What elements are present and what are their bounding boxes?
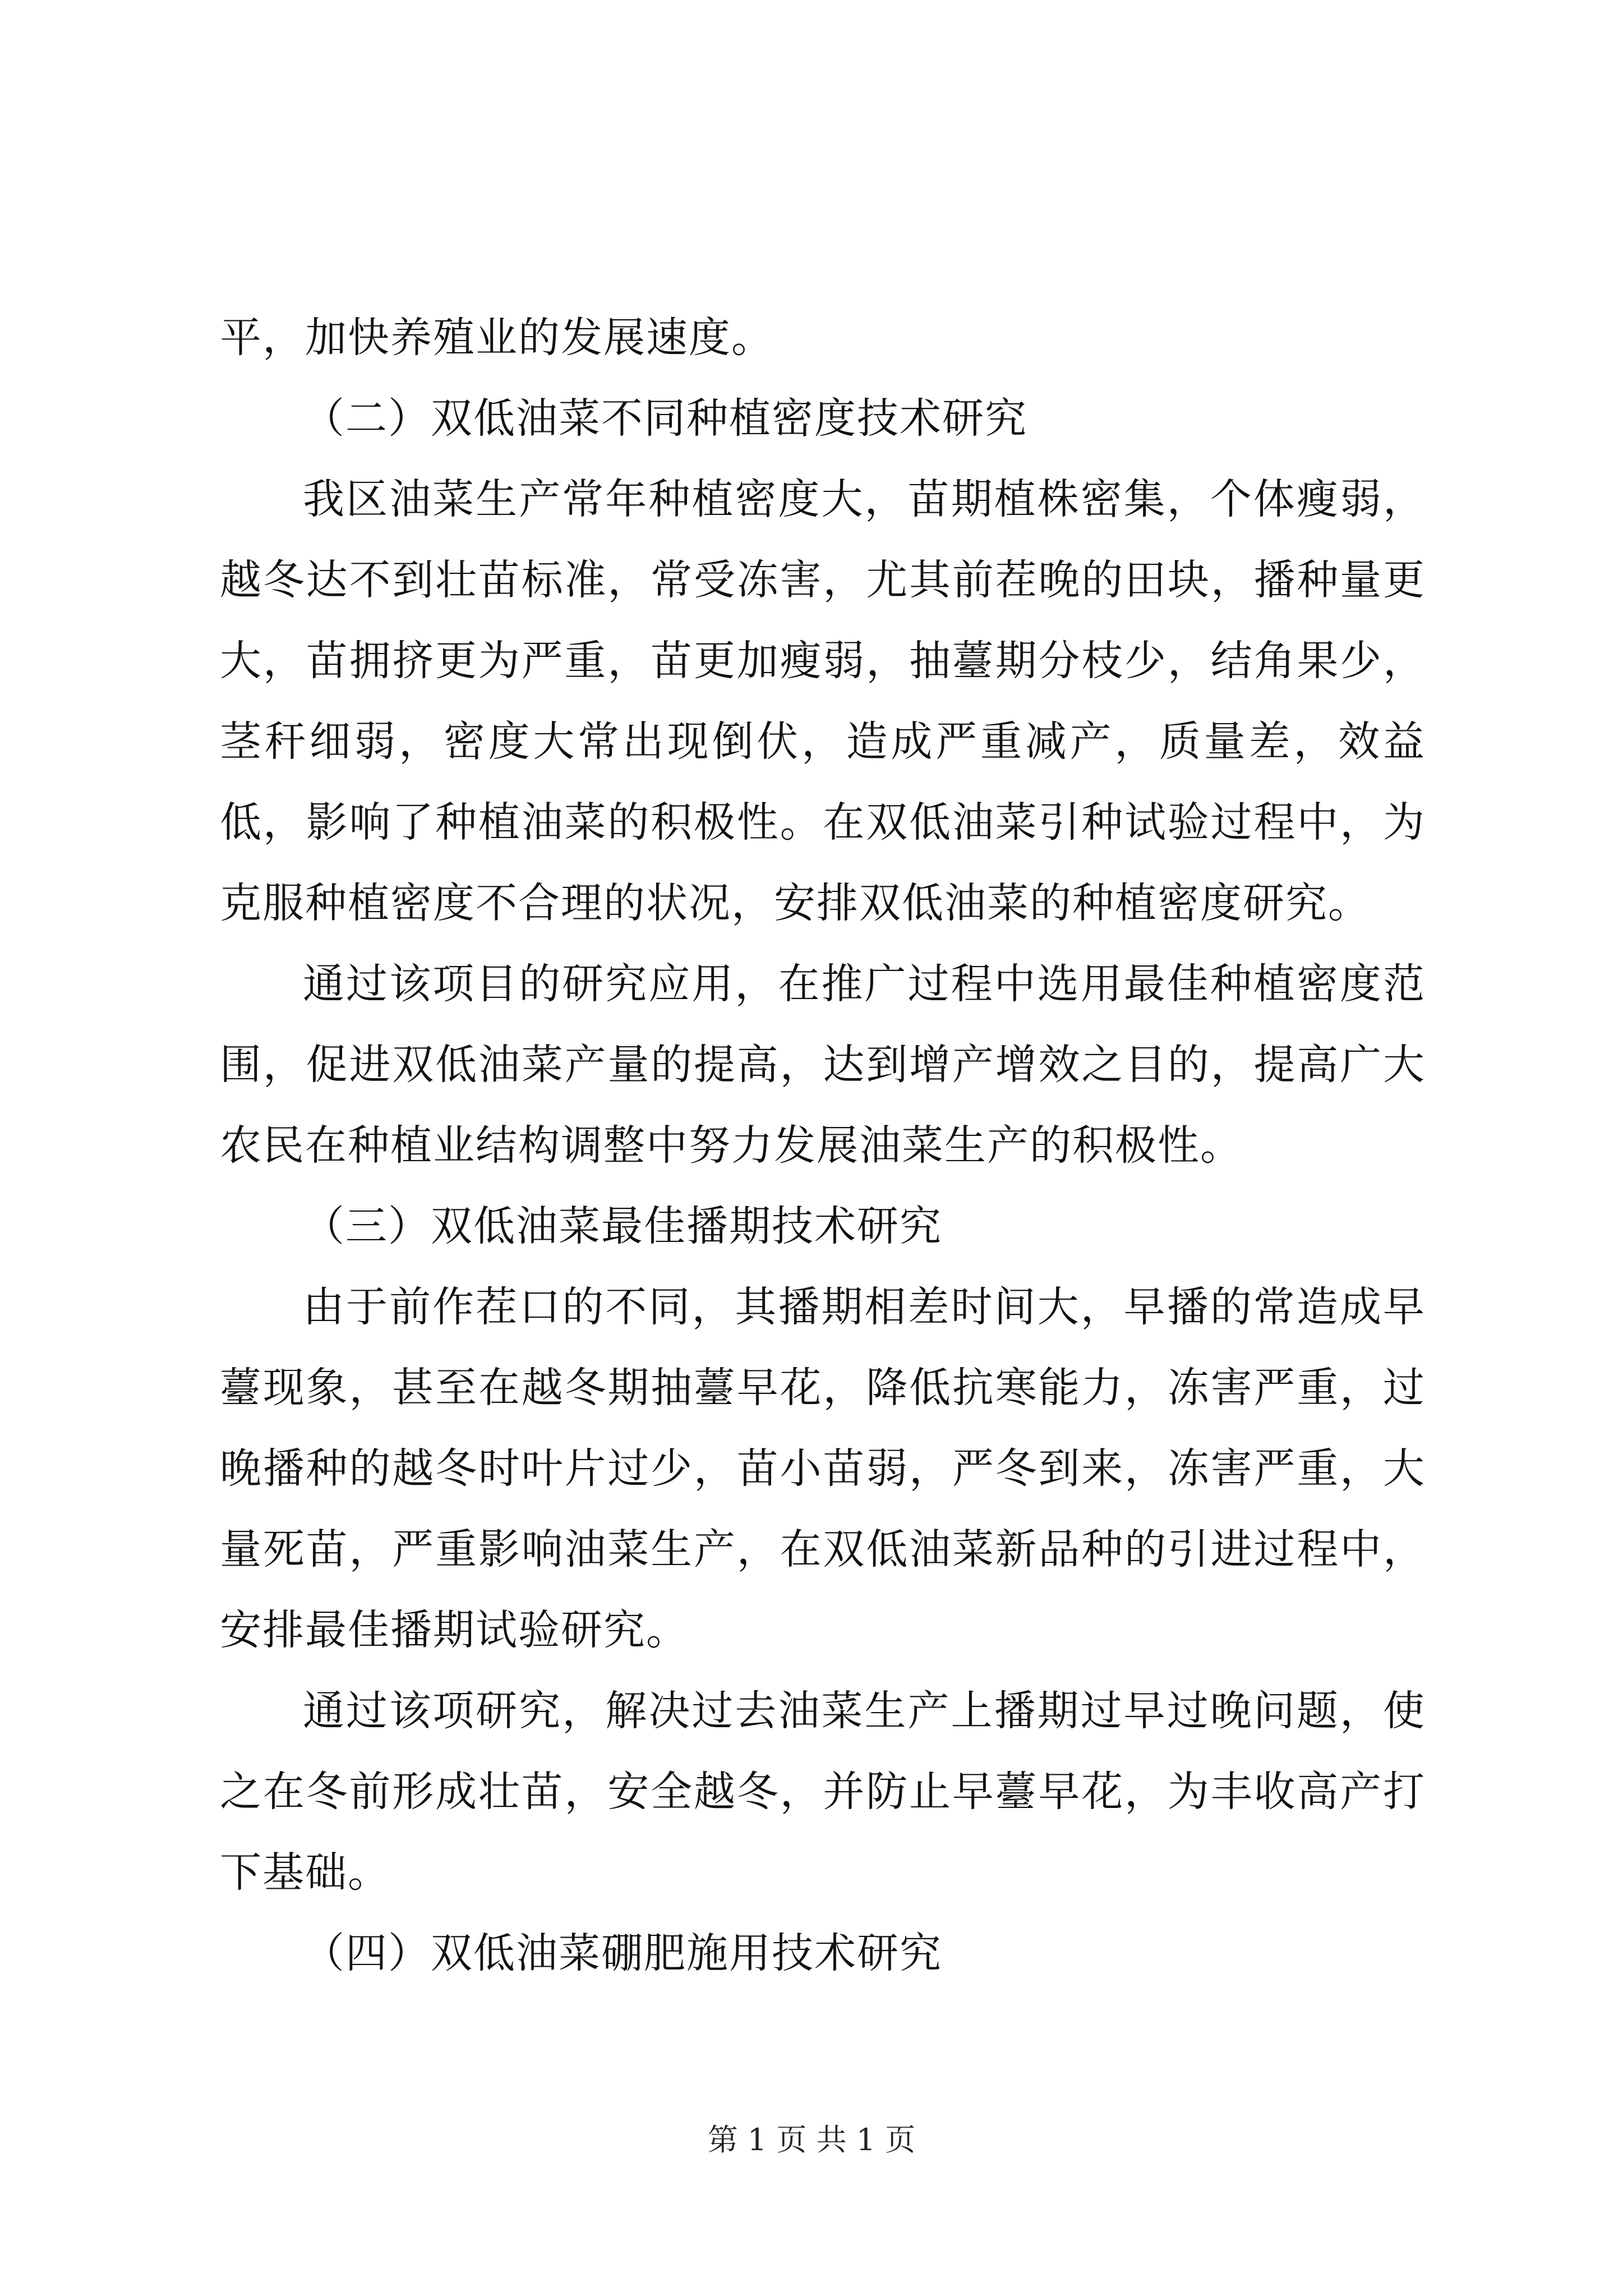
paragraph-sowing-goal: 通过该项研究，解决过去油菜生产上播期过早过晚问题，使之在冬前形成壮苗，安全越冬，并防止早薹早花，为丰收高产打下基础。 — [220, 1687, 1426, 1897]
section-heading-4: （四）双低油菜硼肥施用技术研究 — [303, 1929, 942, 1977]
document-body — [220, 297, 1426, 1994]
section-heading-3: （三）双低油菜最佳播期技术研究 — [303, 1202, 942, 1250]
paragraph-sowing-problem: 由于前作茬口的不同，其播期相差时间大，早播的常造成早薹现象，甚至在越冬期抽薹早花，降低抗寒能力，冻害严重，过晚播种的越冬时叶片过少，苗小苗弱，严冬到来，冻害严重，大量死苗，严重影响油菜生产，在双低油菜新品种的引进过程中，安排最佳播期试验研究。 — [220, 1283, 1426, 1654]
paragraph-continuation: 平，加快养殖业的发展速度。 — [220, 314, 774, 362]
paragraph-density-goal: 通过该项目的研究应用，在推广过程中选用最佳种植密度范围，促进双低油菜产量的提高，达到增产增效之目的，提高广大农民在种植业结构调整中努力发展油菜生产的积极性。 — [220, 960, 1426, 1170]
paragraph-density-problem: 我区油菜生产常年种植密度大，苗期植株密集，个体瘦弱，越冬达不到壮苗标准，常受冻害，尤其前茬晚的田块，播种量更大，苗拥挤更为严重，苗更加瘦弱，抽薹期分枝少，结角果少，茎秆细弱，密度大常出现倒伏，造成严重减产，质量差，效益低，影响了种植油菜的积极性。在双低油菜引种试验过程中，为克服种植密度不合理的状况，安排双低油菜的种植密度研究。 — [220, 475, 1426, 927]
page-footer: 第 1 页 共 1 页 — [707, 2122, 916, 2157]
section-heading-2: （二）双低油菜不同种植密度技术研究 — [303, 394, 1027, 443]
